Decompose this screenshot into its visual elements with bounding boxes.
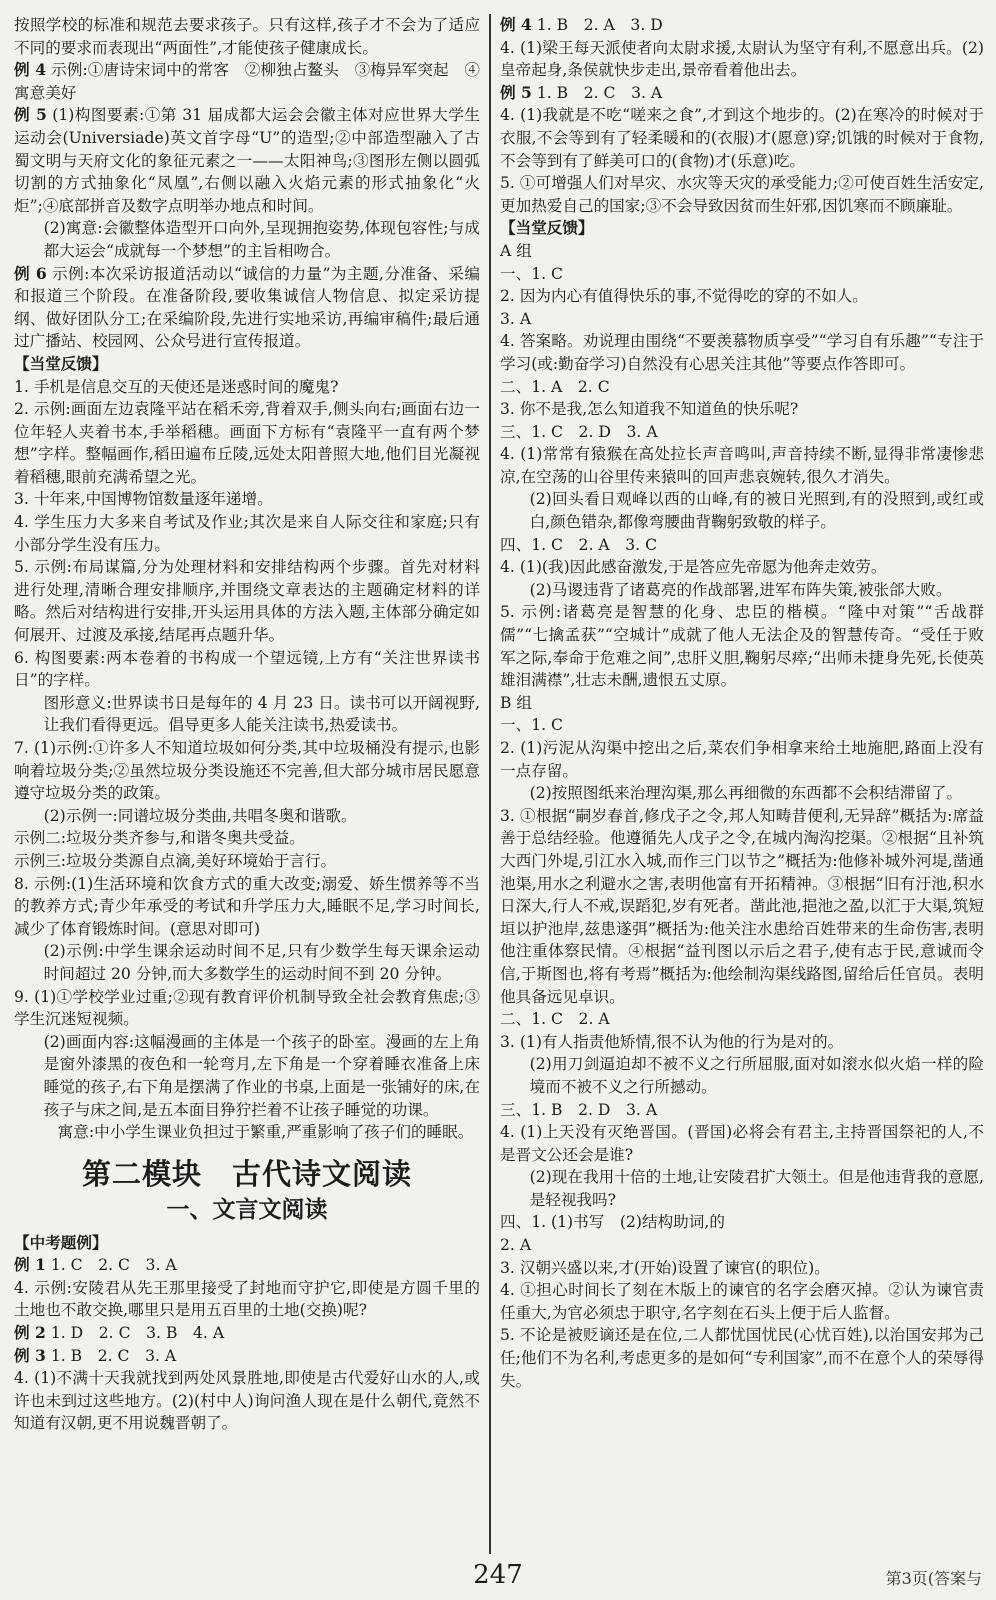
- answer-text: 4. (1)上天没有灭绝晋国。(晋国)必将会有君主,主持晋国祭祀的人,不是晋文公还会是谁?: [500, 1123, 984, 1164]
- answer-text: 2. A: [500, 1236, 532, 1255]
- answer-text: (2)画面内容:这幅漫画的主体是一个孩子的卧室。漫画的左上角是窗外漆黑的夜色和一轮弯月,左下角是一个穿着睡衣准备上床睡觉的孩子,右下角是摆满了作业的书桌,上面是一张铺好的床,在孩子与床之间,是五本面目狰狞拦着不让孩子睡觉的功课。: [43, 1032, 480, 1119]
- example-label: 例 4: [500, 15, 532, 34]
- answer-text: (2)寓意:会徽整体造型开口向外,呈现拥抱姿势,体现包容性;与成都大运会“成就每一个梦想”的主旨相吻合。: [43, 219, 480, 260]
- answer-line: [500, 82, 984, 105]
- right-column: [500, 14, 984, 1392]
- answer-text: 2. 因为内心有值得快乐的事,不觉得吃的穿的不如人。: [500, 287, 868, 306]
- answer-line: [500, 443, 984, 488]
- answer-text: B 组: [500, 693, 533, 712]
- answer-text: 4. 答案略。劝说理由围绕“不要羡慕物质享受”“学习自有乐趣”“专注于学习(或:勤奋学习)自然没有心思关注其他”等要点作答即可。: [500, 332, 984, 373]
- example-label: 例 5: [500, 82, 532, 102]
- answer-line: [500, 534, 984, 557]
- answer-line: [14, 353, 480, 376]
- answer-text: (2)回头看日观峰以西的山峰,有的被日光照到,有的没照到,或红或白,颜色错杂,都像弯腰曲背鞠躬致敬的样子。: [529, 490, 984, 532]
- answer-line: [500, 1257, 984, 1280]
- answer-text: 示例二:垃圾分类齐参与,和谐冬奥共受益。: [14, 829, 305, 848]
- answer-line: [14, 737, 480, 805]
- answer-text: (2)示例:中学生课余运动时间不足,只有少数学生每天课余运动时间超过 20 分钟,而大多数学生的运动时间不到 20 分钟。: [43, 942, 480, 983]
- answer-text: 示例:本次采访报道活动以“诚信的力量”为主题,分准备、采编和报道三个阶段。在准备阶段,要收集诚信人物信息、拟定采访提纲、做好团队分工;在采编阶段,先进行实地采访,再编审稿件;最后通过广播站、校园网、公众号进行宣传报道。: [14, 264, 480, 351]
- answer-text: 寓意:中小学生课业负担过于繁重,严重影响了孩子们的睡眠。: [57, 1123, 474, 1142]
- answer-line: [500, 104, 984, 172]
- answer-line: [500, 1234, 984, 1257]
- answer-text: 示例:①唐诗宋词中的常客 ②柳独占鳌头 ③梅异军突起 ④寓意美好: [14, 61, 481, 102]
- answer-text: 1. B 2. C 3. A: [531, 83, 663, 102]
- answer-text: A 组: [500, 241, 532, 260]
- answer-text: 4. 学生压力大多来自考试及作业;其次是来自人际交往和家庭;只有小部分学生没有压力。: [14, 513, 480, 554]
- answer-line: [500, 1008, 984, 1031]
- answer-text: 1. B 2. A 3. D: [531, 16, 663, 34]
- answer-text: 5. 示例:诸葛亮是智慧的化身、忠臣的楷模。“隆中对策”“舌战群儒”“七擒孟获”“空城计”成就了他人无法企及的智慧传奇。“受任于败军之际,奉命于危难之间”,忠肝义胆,鞠躬尽瘁;“出师未捷身先死,长使英雄泪满襟”,壮志未酬,遗恨五丈原。: [500, 603, 984, 690]
- answer-line: [14, 488, 480, 511]
- answer-text: 四、1. (1)书写 (2)结构助词,的: [500, 1213, 725, 1232]
- answer-line: [14, 556, 480, 646]
- answer-text: 7. (1)示例:①许多人不知道垃圾如何分类,其中垃圾桶没有提示,也影响着垃圾分类;②虽然垃圾分类设施还不完善,但大部分城市居民愿意遵守垃圾分类的政策。: [14, 739, 480, 803]
- right-answers: [500, 14, 984, 1392]
- footer-label: 第3页(答案与: [885, 1569, 982, 1588]
- answer-line: [500, 737, 984, 782]
- answer-text: 3. 十年来,中国博物馆数量逐年递增。: [14, 490, 273, 509]
- answer-line: [14, 59, 480, 104]
- answer-line: [500, 556, 984, 579]
- answer-line: [500, 172, 984, 217]
- answer-text: 三、1. B 2. D 3. A: [500, 1100, 658, 1119]
- answer-line: [14, 1345, 480, 1368]
- answer-line: [500, 398, 984, 421]
- answer-text: 一、1. C: [500, 716, 563, 735]
- answer-text: 1. C 2. C 3. A: [45, 1256, 177, 1275]
- answer-line: [14, 827, 480, 850]
- example-label: 例 5: [14, 105, 47, 125]
- answer-text: 二、1. A 2. C: [500, 377, 610, 396]
- answer-line: [14, 1031, 480, 1121]
- answer-text: 按照学校的标准和规范去要求孩子。只有这样,孩子才不会为了适应不同的要求而表现出“两面性”,才能使孩子健康成长。: [14, 16, 480, 57]
- example-label: 例 6: [14, 263, 47, 283]
- answer-line: [500, 1031, 984, 1054]
- answer-line: [500, 1053, 984, 1098]
- answer-text: 6. 构图要素:两本卷着的书构成一个望远镜,上方有“关注世界读书日”的字样。: [14, 648, 480, 690]
- answer-text: 二、1. C 2. A: [500, 1010, 610, 1029]
- answer-line: [14, 263, 480, 353]
- answer-text: 3. A: [500, 309, 532, 328]
- answer-text: 【当堂反馈】: [500, 218, 594, 238]
- answer-line: [500, 1279, 984, 1324]
- left-column: [14, 14, 480, 1435]
- answer-line: [500, 1099, 984, 1122]
- answer-text: 一、1. C: [500, 264, 563, 283]
- answer-line: [500, 1211, 984, 1234]
- answer-text: 3. 你不是我,怎么知道我不知道鱼的快乐呢?: [500, 400, 799, 419]
- page-number: 247: [473, 1560, 523, 1590]
- answer-line: [500, 714, 984, 737]
- answer-line: [500, 421, 984, 444]
- answer-text: 3. ①根据“嗣岁春首,修戊子之令,邦人知畴昔便利,无异辞”概括为:席益善于总结经验。他遵循先人戊子之令,在城内淘沟挖渠。②根据“且补筑大西门外堤,引江水入城,而作三门以节之”概括为:他修补城外河堤,凿通池渠,用水之利避水之害,表明他富有开拓精神。③根据“旧有汙池,积水日深大,行人不戒,误蹈犯,岁有死者。凿此池,挹池之盈,以汇于大渠,筑短垣以护池岸,兹患遂弭”概括为:他关注水患给百姓带来的生命伤害,表明他注重体察民情。④根据“益刊图以示后之君子,使有志于民,意诚而令信,于斯图也,将有考焉”概括为:他绘制沟渠线路图,留给后任官员。表明他具备远见卓识。: [500, 806, 984, 1006]
- example-label: 例 1: [14, 1255, 46, 1275]
- answer-line: [14, 398, 480, 488]
- answer-line: [14, 1121, 480, 1144]
- answer-line: [500, 579, 984, 602]
- answer-text: 4. (1)(我)因此感奋激发,于是答应先帝愿为他奔走效劳。: [500, 558, 887, 577]
- answer-line: [500, 308, 984, 331]
- answer-line: [500, 1166, 984, 1211]
- answer-line: [14, 14, 480, 59]
- answer-line: [14, 1277, 480, 1322]
- answer-text: 图形意义:世界读书日是每年的 4 月 23 日。读书可以开阔视野,让我们看得更远。倡导更多人能关注读书,热爱读书。: [43, 693, 480, 735]
- answer-text: 1. 手机是信息交互的天使还是迷惑时间的魔鬼?: [14, 377, 339, 396]
- answer-text: 4. (1)我就是不吃“嗟来之食”,才到这个地步的。(2)在寒冷的时候对于衣服,不会等到有了轻柔暖和的(衣服)才(愿意)穿;饥饿的时候对于食物,不会等到有了鲜美可口的(食物)才(乐意)吃。: [500, 106, 984, 170]
- answer-line: [14, 940, 480, 985]
- answer-text: 4. ①担心时间长了刻在木版上的谏官的名字会磨灭掉。②认为谏官责任重大,为官必须忠于职守,名字刻在石头上便于后人监督。: [500, 1281, 984, 1322]
- answer-text: 5. 示例:布局谋篇,分为处理材料和安排结构两个步骤。首先对材料进行处理,清晰合理安排顺序,并围绕文章表达的主题确定材料的详略。然后对结构进行安排,开头运用具体的方法入题,主体部分确定如何展开、过渡及承接,结尾再点题升华。: [14, 558, 480, 645]
- answer-line: [500, 14, 984, 37]
- answer-text: 四、1. C 2. A 3. C: [500, 535, 658, 554]
- answer-text: 2. 示例:画面左边袁隆平站在稻禾旁,背着双手,侧头向右;画面右边一位年轻人夹着书本,手举稻穗。画面下方标有“袁隆平一直有两个梦想”字样。整幅画作,稻田遍布丘陵,远处太阳普照大地,他们目光凝视着稻穗,眼前充满希望之光。: [14, 400, 480, 486]
- column-divider: [489, 14, 491, 1554]
- answer-line: [500, 601, 984, 691]
- answer-line: [14, 873, 480, 941]
- answer-line: [14, 692, 480, 737]
- answer-text: 示例三:垃圾分类源自点滴,美好环境始于言行。: [14, 851, 337, 870]
- answer-line: [14, 1232, 480, 1255]
- answer-text: 2. (1)污泥从沟渠中挖出之后,菜农们争相拿来给土地施肥,路面上没有一点存留。: [500, 739, 984, 780]
- answer-text: 【当堂反馈】: [14, 353, 108, 373]
- answer-line: [14, 1254, 480, 1277]
- answer-text: 4. (1)不满十天我就找到两处风景胜地,即使是古代爱好山水的人,或许也未到过这些地方。(2)(村中人)询问渔人现在是什么朝代,竟然不知道有汉朝,更不用说魏晋朝了。: [14, 1369, 480, 1433]
- answer-line: [500, 1324, 984, 1392]
- answer-line: [14, 1367, 480, 1435]
- answer-line: [14, 1322, 480, 1345]
- answer-line: [500, 217, 984, 240]
- answer-line: [500, 782, 984, 805]
- answer-line: [500, 330, 984, 375]
- answer-text: (2)按照图纸来治理沟渠,那么再细微的东西都不会积结滞留了。: [529, 784, 963, 803]
- answer-line: [14, 104, 480, 217]
- answer-line: [14, 805, 480, 828]
- example-label: 例 3: [14, 1345, 46, 1365]
- answer-text: 【中考题例】: [14, 1232, 108, 1252]
- answer-line: [500, 37, 984, 82]
- answer-text: 3. 汉朝兴盛以来,才(开始)设置了谏官(的职位)。: [500, 1258, 830, 1277]
- answer-line: [500, 488, 984, 533]
- answer-line: [500, 805, 984, 1008]
- answer-line: [14, 647, 480, 692]
- answer-text: 三、1. C 2. D 3. A: [500, 422, 658, 441]
- answer-text: 9. (1)①学校学业过重;②现有教育评价机制导致全社会教育焦虑;③学生沉迷短视频。: [14, 987, 480, 1029]
- left-bottom-answers: [14, 1232, 480, 1435]
- module-subtitle: 一、文言文阅读: [166, 1195, 328, 1223]
- module-title: 第二模块 古代诗文阅读: [81, 1156, 412, 1191]
- left-answers: [14, 14, 480, 1144]
- answer-text: (2)马谡违背了诸葛亮的作战部署,进军布阵失策,被张郃大败。: [529, 580, 952, 599]
- example-label: 例 4: [14, 60, 47, 80]
- answer-line: [500, 240, 984, 263]
- answer-text: (2)现在我用十倍的土地,让安陵君扩大领土。但是他违背我的意愿,是轻视我吗?: [529, 1168, 984, 1209]
- answer-line: [14, 986, 480, 1031]
- example-label: 例 2: [14, 1323, 46, 1343]
- answer-text: 1. D 2. C 3. B 4. A: [45, 1324, 225, 1343]
- answer-text: 8. 示例:(1)生活环境和饮食方式的重大改变;溺爱、娇生惯养等不当的教养方式;青少年承受的考试和升学压力大,睡眠不足,学习时间长,减少了体育锻炼时间。(意思对即可): [14, 874, 480, 938]
- answer-text: 4. (1)常常有猿猴在高处拉长声音鸣叫,声音持续不断,显得非常凄惨悲凉,在空荡的山谷里传来猿叫的回声悲哀婉转,很久才消失。: [500, 445, 984, 486]
- answer-line: [500, 1121, 984, 1166]
- answer-text: 4. 示例:安陵君从先王那里接受了封地而守护它,即使是方圆千里的土地也不敢交换,哪里只是用五百里的土地(交换)呢?: [14, 1278, 480, 1320]
- answer-line: [14, 376, 480, 399]
- answer-line: [500, 376, 984, 399]
- answer-text: 1. B 2. C 3. A: [45, 1346, 177, 1365]
- answer-text: 4. (1)梁王每天派使者向太尉求援,太尉认为坚守有利,不愿意出兵。(2)皇帝起身,条侯就快步走出,景帝看着他出去。: [500, 38, 984, 80]
- answer-line: [14, 511, 480, 556]
- answer-line: [500, 692, 984, 715]
- answer-text: (1)构图要素:①第 31 届成都大运会会徽主体对应世界大学生运动会(Universiade)英文首字母“U”的造型;②中部造型融入了古蜀文明与天府文化的象征元素之一——太阳神鸟;③图形左侧以圆弧切割的方式抽象化“凤凰”,右侧以融入火焰元素的形式抽象化“火炬”;④底部拼音及数字点明举办地点和时间。: [14, 106, 481, 215]
- answer-line: [14, 850, 480, 873]
- answer-text: 5. 不论是被贬谪还是在位,二人都忧国忧民(心忧百姓),以治国安邦为己任;他们不为名利,考虑更多的是如何“专利国家”,而不在意个人的荣辱得失。: [500, 1326, 984, 1390]
- answer-text: 5. ①可增强人们对旱灾、水灾等天灾的承受能力;②可使百姓生活安定,更加热爱自己的国家;③不会导致因贫而生奸邪,因饥寒而不顾廉耻。: [500, 174, 984, 215]
- answer-text: (2)示例一:同谱垃圾分类曲,共唱冬奥和谐歌。: [43, 806, 357, 825]
- answer-line: [500, 285, 984, 308]
- answer-line: [14, 217, 480, 262]
- answer-text: 3. (1)有人指责他矫情,很不认为他的行为是对的。: [500, 1032, 844, 1051]
- answer-line: [500, 263, 984, 286]
- answer-text: (2)用刀剑逼迫却不被不义之行所屈服,面对如滚水似火焰一样的险境而不被不义之行所撼动。: [529, 1055, 984, 1096]
